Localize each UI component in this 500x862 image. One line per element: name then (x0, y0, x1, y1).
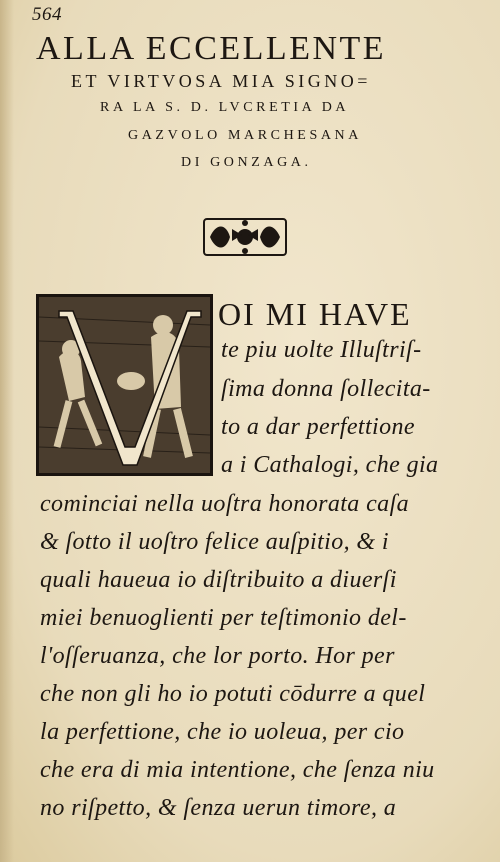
text-line: & ſotto il uoſtro felice auſpitio, & i (40, 529, 389, 555)
woodcut-drop-cap (36, 294, 213, 476)
text-line: che era di mia intentione, che ſenza niu (40, 757, 435, 783)
page-number: 564 (32, 4, 62, 25)
text-line: che non gli ho io potuti cōdurre a quel (40, 681, 426, 707)
text-line: cominciai nella uoſtra honorata caſa (40, 491, 410, 517)
woodcut-illustration-icon (39, 297, 210, 473)
text-line: te piu uolte Illuſtriſ- (221, 337, 422, 363)
heading-line-2: ET VIRTVOSA MIA SIGNO= (71, 71, 371, 91)
heading-line-4: GAZVOLO MARCHESANA (128, 128, 362, 143)
text-line: la perfettione, che io uoleua, per cio (40, 719, 405, 745)
text-line: ſima donna ſollecita- (221, 376, 431, 402)
text-line: l'oſſeruanza, che lor porto. Hor per (40, 643, 395, 669)
text-line: miei benuoglienti per teſtimonio del- (40, 605, 407, 631)
opening-capitals: OI MI HAVE (218, 296, 412, 332)
text-line: a i Cathalogi, che gia (221, 452, 439, 478)
text-line: no riſpetto, & ſenza uerun timore, a (40, 795, 397, 821)
heading-line-3: RA LA S. D. LVCRETIA DA (100, 100, 350, 115)
heading-line-1: ALLA ECCELLENTE (36, 30, 387, 67)
fleuron-ornament-icon (202, 215, 288, 259)
text-line: to a dar perfettione (221, 414, 415, 440)
page-gutter-shadow (0, 0, 14, 862)
text-line: quali haueua io diſtribuito a diuerſi (40, 567, 397, 593)
heading-line-5: DI GONZAGA. (181, 155, 312, 170)
